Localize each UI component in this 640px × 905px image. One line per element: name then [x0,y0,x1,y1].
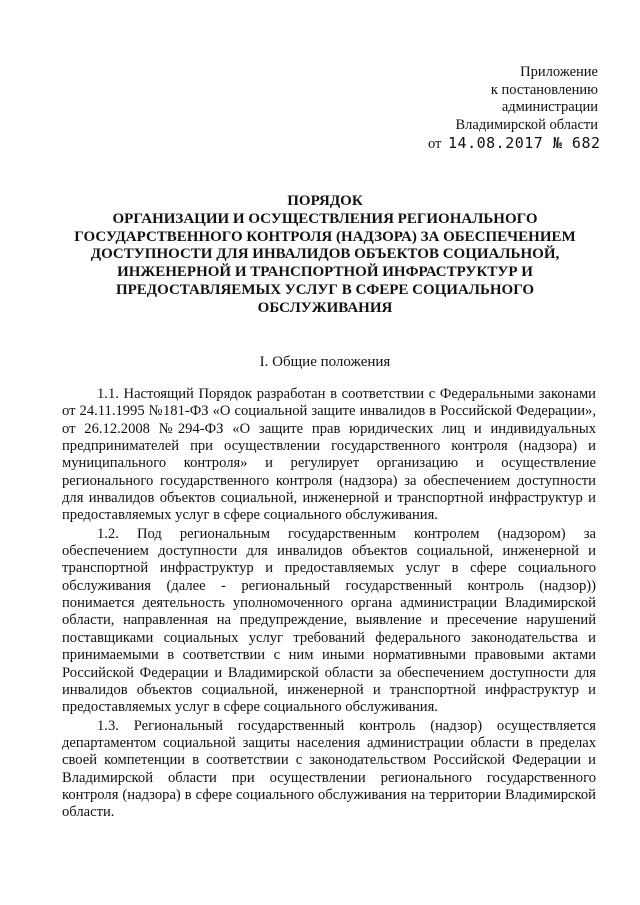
document-title [60,193,590,318]
body-text [62,386,596,823]
appendix-line: администрации [501,99,598,115]
paragraph-1-1: 1.1. Настоящий Порядок разработан в соответствии с Федеральными законами от 24.11.1995 №181-ФЗ «О социальной защите инвалидов в Российской Федерации», от 26.12.2008 №294-ФЗ «О защите прав юридических лиц и индивидуальных предпринимателей при осуществлении государственного контроля (надзора) и муниципального контроля» и регулирует организацию и осуществление регионального государственного контроля (надзора) за обеспечением доступности для инвалидов объектов социальной, инженерной и транспортной инфраструктур и предоставляемых услуг в сфере социального обслуживания. [62,386,596,524]
paragraph-1-2: 1.2. Под региональным государственным контролем (надзором) за обеспечением доступности для инвалидов объектов социальной, инженерной и транспортной инфраструктур и предоставляемых услуг в сфере социального обслуживания (далее - региональный государственный контроль (надзор)) понимается деятельность уполномоченного органа администрации Владимирской области, направленная на предупреждение, выявление и пресечение нарушений поставщиками социальных услуг требований федерального законодательства и принимаемыми в соответствии с ним иными нормативными правовыми актами Российской Федерации и Владимирской области за обеспечением доступности для инвалидов объектов социальной, инженерной и транспортной инфраструктур и предоставляемых услуг в сфере социального обслуживания. [62,525,596,716]
title-line: ОРГАНИЗАЦИИ И ОСУЩЕСТВЛЕНИЯ РЕГИОНАЛЬНОГО [112,210,538,227]
title-line: ОБСЛУЖИВАНИЯ [257,299,393,316]
title-line: ИНЖЕНЕРНОЙ И ТРАНСПОРТНОЙ ИНФРАСТРУКТУР И [117,264,533,281]
appendix-line: Владимирской области [455,116,598,133]
decree-reference [428,134,601,153]
paragraph-1-3: 1.3. Региональный государственный контроль (надзор) осуществляется департаментом социальной защиты населения администрации области в пределах своей компетенции в соответствии с законодательством Российской Федерации и Владимирской области при осуществлении регионального государственного контроля (надзора) в сфере социального обслуживания на территории Владимирской области. [62,717,596,821]
title-line: ГОСУДАРСТВЕННОГО КОНТРОЛЯ (НАДЗОРА) ЗА ОБЕСПЕЧЕНИЕМ [74,228,576,245]
appendix-line: к постановлению [490,81,598,98]
title-line: ПОРЯДОК [287,193,363,209]
appendix-line: Приложение [520,64,598,80]
decree-date-number: 14.08.2017 № 682 [448,134,601,152]
title-line: ПРЕДОСТАВЛЯЕМЫХ УСЛУГ В СФЕРЕ СОЦИАЛЬНОГО [115,281,535,298]
decree-prefix: от [428,136,442,152]
title-line: ДОСТУПНОСТИ ДЛЯ ИНВАЛИДОВ ОБЪЕКТОВ СОЦИАЛЬНОЙ, [90,246,560,263]
appendix-header [455,64,598,134]
section-heading: I. Общие положения [259,354,391,370]
